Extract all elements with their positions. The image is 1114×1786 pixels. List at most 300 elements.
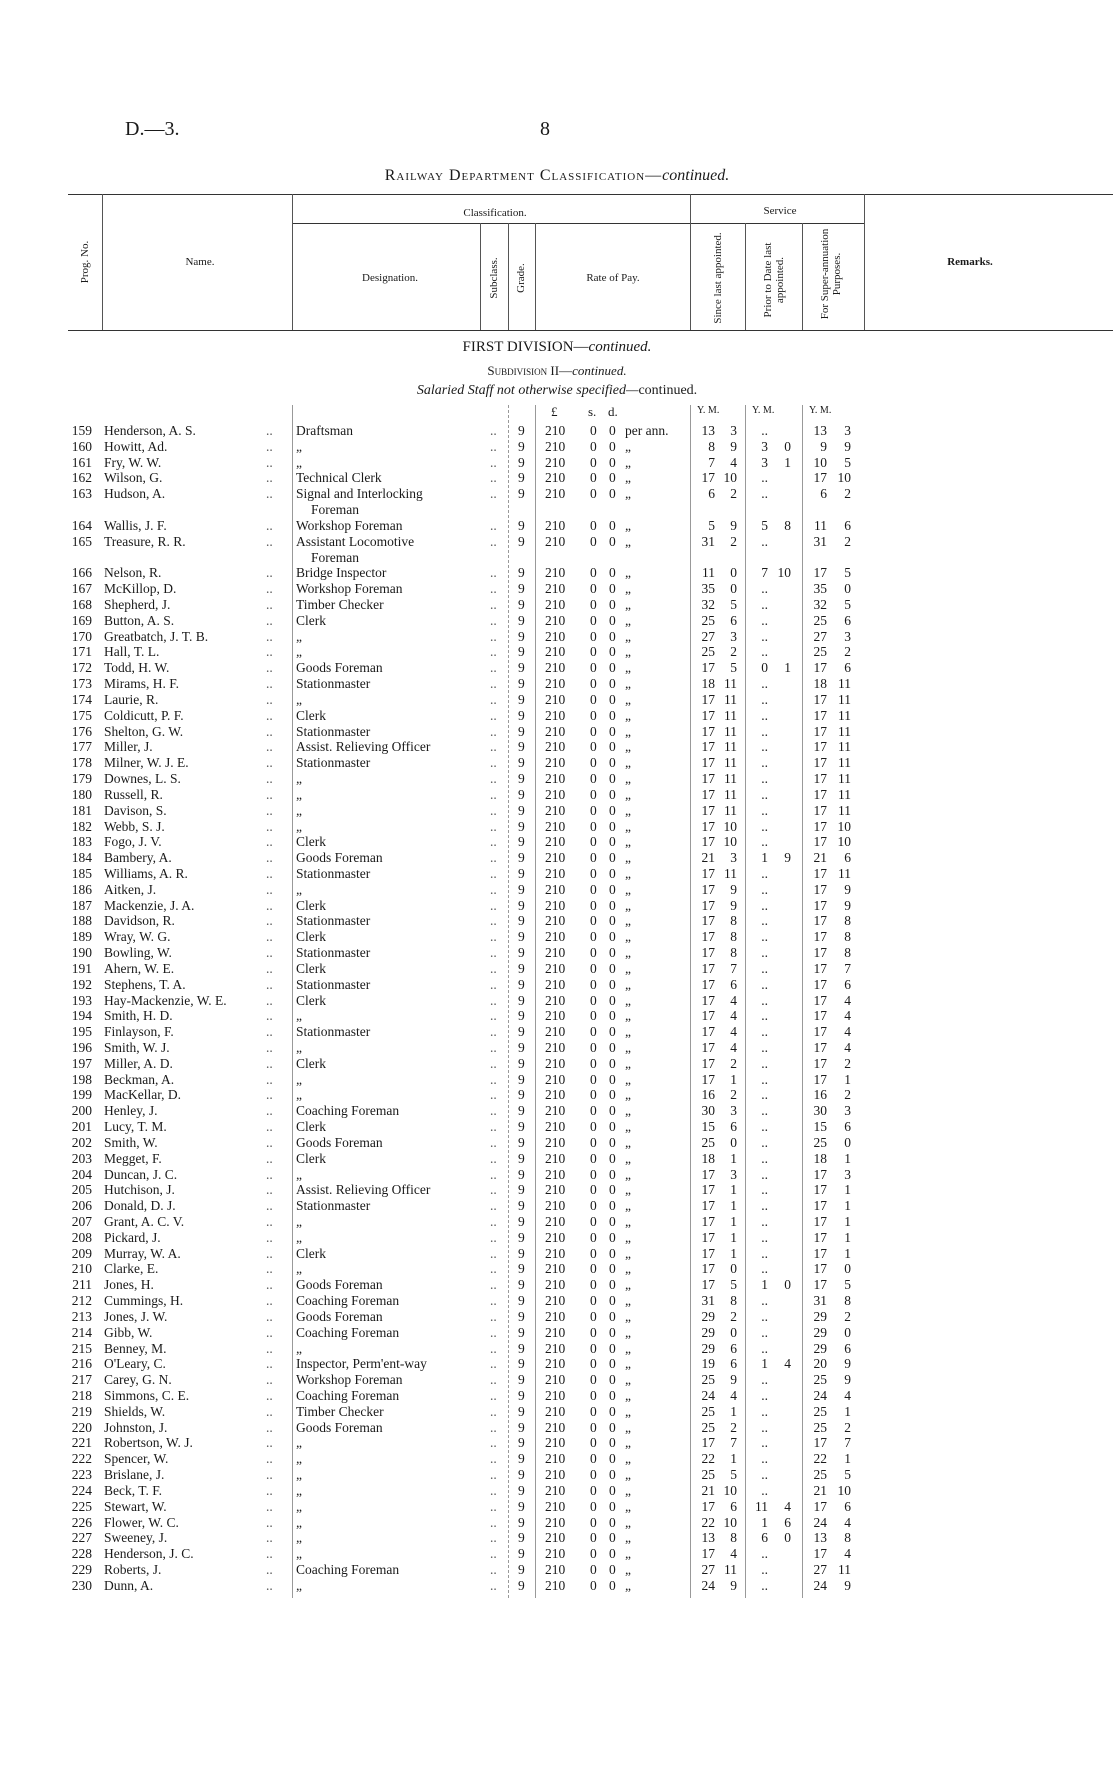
cell-grade: 9 (518, 707, 525, 723)
leader-dots: .. (266, 992, 273, 1008)
table-row (0, 1008, 1114, 1024)
cell-grade: 9 (518, 818, 525, 834)
cell-super-years: 17 (813, 707, 827, 723)
leader-dots: .. (266, 470, 273, 486)
cell-super-years: 17 (813, 786, 827, 802)
cell-grade: 9 (518, 628, 525, 644)
cell-prior-years: .. (761, 881, 768, 897)
cell-prog-no: 193 (71, 992, 92, 1008)
cell-super-years: 13 (813, 423, 827, 438)
header-divider (292, 194, 293, 330)
cell-designation: „ (296, 1514, 302, 1530)
cell-prior-years: .. (761, 945, 768, 961)
cell-name: Button, A. S. (104, 612, 175, 628)
cell-prior-years: .. (761, 612, 768, 628)
leader-dots: .. (490, 960, 497, 976)
leader-dots: .. (490, 1182, 497, 1198)
cell-prog-no: 200 (71, 1103, 92, 1119)
cell-super-years: 17 (813, 1055, 827, 1071)
cell-designation: Assist. Relieving Officer (296, 739, 431, 755)
cell-rate-period: „ (625, 612, 631, 628)
cell-prog-no: 161 (71, 454, 92, 470)
cell-since-years: 17 (701, 1435, 715, 1451)
cell-super-months: 9 (844, 438, 851, 454)
cell-name: Davidson, R. (104, 913, 175, 929)
cell-rate-shillings: 0 (590, 1482, 597, 1498)
leader-dots: .. (490, 929, 497, 945)
cell-designation: „ (296, 1039, 302, 1055)
cell-prior-years: .. (761, 1546, 768, 1562)
cell-rate-pence: 0 (609, 1277, 616, 1293)
table-row (0, 787, 1114, 803)
cell-super-years: 35 (813, 581, 827, 597)
cell-rate-pounds: 210 (545, 1324, 566, 1340)
cell-since-months: 10 (723, 470, 737, 486)
cell-name: Duncan, J. C. (104, 1166, 178, 1182)
cell-rate-pence: 0 (609, 438, 616, 454)
cell-grade: 9 (518, 1482, 525, 1498)
cell-grade: 9 (518, 1498, 525, 1514)
leader-dots: .. (490, 1293, 497, 1309)
cell-prior-years: .. (761, 929, 768, 945)
cell-name: Hudson, A. (104, 486, 166, 502)
cell-designation: „ (296, 438, 302, 454)
cell-designation: Stationmaster (296, 865, 371, 881)
cell-since-years: 17 (701, 865, 715, 881)
cell-rate-pounds: 210 (545, 1435, 566, 1451)
cell-since-years: 17 (701, 802, 715, 818)
cell-rate-shillings: 0 (590, 612, 597, 628)
cell-name: Bambery, A. (104, 850, 172, 866)
cell-rate-shillings: 0 (590, 929, 597, 945)
leader-dots: .. (266, 1340, 273, 1356)
cell-name: Jones, J. W. (104, 1308, 168, 1324)
cell-since-months: 1 (730, 1198, 737, 1214)
cell-since-months: 8 (730, 929, 737, 945)
cell-prog-no: 222 (71, 1451, 92, 1467)
cell-super-months: 11 (838, 723, 851, 739)
cell-grade: 9 (518, 597, 525, 613)
cell-grade: 9 (518, 1419, 525, 1435)
cell-since-months: 5 (730, 1467, 737, 1483)
table-row (0, 1420, 1114, 1436)
leader-dots: .. (490, 1229, 497, 1245)
leader-dots: .. (490, 1024, 497, 1040)
cell-rate-pence: 0 (609, 1419, 616, 1435)
cell-prior-years: 3 (761, 454, 768, 470)
cell-rate-shillings: 0 (590, 486, 597, 502)
cell-prior-years: .. (761, 1229, 768, 1245)
cell-rate-pounds: 210 (545, 1577, 566, 1593)
cell-rate-pence: 0 (609, 1403, 616, 1419)
cell-since-years: 13 (701, 1530, 715, 1546)
table-row (0, 819, 1114, 835)
cell-rate-shillings: 0 (590, 1261, 597, 1277)
cell-rate-pounds: 210 (545, 945, 566, 961)
cell-designation: Stationmaster (296, 976, 371, 992)
cell-super-years: 21 (813, 850, 827, 866)
cell-super-years: 17 (813, 1498, 827, 1514)
table-row (0, 1388, 1114, 1404)
cell-since-years: 24 (701, 1388, 715, 1404)
cell-since-years: 17 (701, 470, 715, 486)
cell-since-months: 9 (730, 881, 737, 897)
cell-prog-no: 225 (71, 1498, 92, 1514)
cell-name: Sweeney, J. (104, 1530, 168, 1546)
cell-name: Brislane, J. (104, 1467, 165, 1483)
cell-since-months: 2 (730, 486, 737, 502)
cell-grade: 9 (518, 897, 525, 913)
cell-rate-period: „ (625, 945, 631, 961)
cell-rate-shillings: 0 (590, 1514, 597, 1530)
cell-rate-period: „ (625, 865, 631, 881)
cell-prog-no: 198 (71, 1071, 92, 1087)
leader-dots: .. (266, 945, 273, 961)
cell-super-months: 2 (844, 486, 851, 502)
cell-grade: 9 (518, 786, 525, 802)
cell-rate-period: „ (625, 517, 631, 533)
cell-prior-years: 3 (761, 438, 768, 454)
cell-grade: 9 (518, 1277, 525, 1293)
cell-designation: „ (296, 691, 302, 707)
cell-prior-years: .. (761, 1166, 768, 1182)
cell-rate-pence: 0 (609, 881, 616, 897)
cell-super-months: 2 (844, 1055, 851, 1071)
cell-rate-period: „ (625, 597, 631, 613)
cell-rate-pence: 0 (609, 612, 616, 628)
table-row (0, 1341, 1114, 1357)
cell-rate-period: „ (625, 581, 631, 597)
cell-grade: 9 (518, 454, 525, 470)
cell-grade: 9 (518, 1562, 525, 1578)
cell-super-years: 29 (813, 1340, 827, 1356)
cell-rate-pence: 0 (609, 739, 616, 755)
staff-italic: Salaried Staff not otherwise specified— (416, 383, 639, 398)
leader-dots: .. (266, 533, 273, 549)
cell-rate-period: „ (625, 1008, 631, 1024)
table-row (0, 1056, 1114, 1072)
cell-designation: Workshop Foreman (296, 517, 403, 533)
leader-dots: .. (266, 1514, 273, 1530)
cell-designation: Inspector, Perm'ent-way (296, 1356, 427, 1372)
cell-prior-years: .. (761, 1087, 768, 1103)
cell-super-years: 24 (813, 1514, 827, 1530)
cell-name: Mackenzie, J. A. (104, 897, 195, 913)
cell-rate-shillings: 0 (590, 565, 597, 581)
cell-since-months: 11 (724, 707, 737, 723)
cell-since-years: 17 (701, 913, 715, 929)
cell-prior-years: .. (761, 1482, 768, 1498)
leader-dots: .. (266, 1293, 273, 1309)
table-row (0, 1562, 1114, 1578)
leader-dots: .. (266, 929, 273, 945)
cell-designation: Stationmaster (296, 755, 371, 771)
cell-since-months: 2 (730, 1419, 737, 1435)
cell-rate-period: „ (625, 739, 631, 755)
cell-super-years: 17 (813, 945, 827, 961)
cell-super-months: 6 (844, 850, 851, 866)
table-row (0, 1198, 1114, 1214)
cell-super-months: 4 (844, 1008, 851, 1024)
title-caps: Railway Department Classification— (384, 167, 663, 184)
cell-since-months: 2 (730, 1087, 737, 1103)
cell-grade: 9 (518, 1530, 525, 1546)
cell-rate-pence: 0 (609, 1514, 616, 1530)
cell-designation: Technical Clerk (296, 470, 382, 486)
leader-dots: .. (266, 565, 273, 581)
cell-rate-shillings: 0 (590, 660, 597, 676)
cell-rate-shillings: 0 (590, 1562, 597, 1578)
cell-rate-pence: 0 (609, 470, 616, 486)
cell-rate-pounds: 210 (545, 1261, 566, 1277)
cell-rate-pence: 0 (609, 802, 616, 818)
leader-dots: .. (266, 1261, 273, 1277)
cell-since-months: 11 (724, 755, 737, 771)
cell-super-months: 11 (838, 739, 851, 755)
unit-pound: £ (551, 404, 558, 419)
cell-name: Todd, H. W. (104, 660, 170, 676)
cell-rate-pence: 0 (609, 1324, 616, 1340)
cell-name: Gibb, W. (104, 1324, 153, 1340)
leader-dots: .. (266, 707, 273, 723)
cell-grade: 9 (518, 723, 525, 739)
table-row (0, 1325, 1114, 1341)
cell-rate-shillings: 0 (590, 881, 597, 897)
leader-dots: .. (266, 1103, 273, 1119)
cell-designation: Coaching Foreman (296, 1103, 400, 1119)
cell-rate-pounds: 210 (545, 1419, 566, 1435)
cell-since-months: 6 (730, 1119, 737, 1135)
cell-prog-no: 183 (71, 834, 92, 850)
cell-rate-pounds: 210 (545, 739, 566, 755)
cell-grade: 9 (518, 486, 525, 502)
cell-name: Jones, H. (104, 1277, 154, 1293)
cell-rate-pounds: 210 (545, 597, 566, 613)
cell-prior-years: .. (761, 1214, 768, 1229)
cell-prog-no: 215 (71, 1340, 92, 1356)
cell-designation: Stationmaster (296, 1198, 371, 1214)
cell-super-months: 10 (837, 1482, 851, 1498)
leader-dots: .. (490, 1403, 497, 1419)
cell-super-months: 1 (844, 1214, 851, 1229)
unit-years-months: Y. M. (752, 405, 775, 416)
cell-rate-pence: 0 (609, 1356, 616, 1372)
leader-dots: .. (490, 913, 497, 929)
cell-rate-pence: 0 (609, 628, 616, 644)
staff-heading (0, 383, 1114, 399)
cell-rate-pence: 0 (609, 1182, 616, 1198)
cell-prior-years: .. (761, 1419, 768, 1435)
cell-super-years: 17 (813, 691, 827, 707)
cell-name: Simmons, C. E. (104, 1388, 190, 1404)
cell-rate-period: „ (625, 755, 631, 771)
leader-dots: .. (266, 1039, 273, 1055)
cell-rate-pounds: 210 (545, 438, 566, 454)
cell-since-months: 2 (730, 1055, 737, 1071)
cell-rate-pounds: 210 (545, 1245, 566, 1261)
cell-rate-shillings: 0 (590, 1055, 597, 1071)
cell-name: Wilson, G. (104, 470, 163, 486)
cell-rate-pence: 0 (609, 976, 616, 992)
leader-dots: .. (490, 1514, 497, 1530)
cell-since-years: 19 (701, 1356, 715, 1372)
cell-prog-no: 212 (71, 1293, 92, 1309)
cell-rate-pounds: 210 (545, 1514, 566, 1530)
cell-super-months: 7 (844, 1435, 851, 1451)
cell-grade: 9 (518, 1388, 525, 1404)
leader-dots: .. (266, 1229, 273, 1245)
cell-rate-shillings: 0 (590, 865, 597, 881)
cell-grade: 9 (518, 1435, 525, 1451)
cell-rate-pounds: 210 (545, 976, 566, 992)
cell-grade: 9 (518, 612, 525, 628)
cell-rate-period: „ (625, 1403, 631, 1419)
table-row (0, 1182, 1114, 1198)
cell-prior-years: .. (761, 1055, 768, 1071)
cell-name: Henderson, J. C. (104, 1546, 194, 1562)
cell-super-years: 17 (813, 929, 827, 945)
cell-grade: 9 (518, 1229, 525, 1245)
cell-rate-pence: 0 (609, 1498, 616, 1514)
cell-designation: „ (296, 1546, 302, 1562)
cell-since-years: 17 (701, 992, 715, 1008)
cell-since-months: 4 (730, 1008, 737, 1024)
cell-rate-shillings: 0 (590, 581, 597, 597)
cell-prog-no: 182 (71, 818, 92, 834)
cell-super-years: 25 (813, 644, 827, 660)
cell-prior-years: .. (761, 960, 768, 976)
cell-grade: 9 (518, 976, 525, 992)
cell-rate-period: „ (625, 1182, 631, 1198)
cell-grade: 9 (518, 1356, 525, 1372)
cell-rate-period: „ (625, 1356, 631, 1372)
cell-super-years: 17 (813, 1024, 827, 1040)
cell-rate-period: „ (625, 1024, 631, 1040)
cell-since-months: 2 (730, 533, 737, 549)
division-text: FIRST DIVISION— (462, 339, 589, 355)
cell-name: Flower, W. C. (104, 1514, 179, 1530)
cell-rate-shillings: 0 (590, 1150, 597, 1166)
cell-grade: 9 (518, 1055, 525, 1071)
leader-dots: .. (266, 691, 273, 707)
cell-since-years: 17 (701, 945, 715, 961)
cell-since-months: 10 (723, 834, 737, 850)
header-divider (802, 223, 803, 330)
table-row (0, 834, 1114, 850)
leader-dots: .. (266, 723, 273, 739)
cell-prior-years: .. (761, 755, 768, 771)
leader-dots: .. (490, 438, 497, 454)
cell-rate-shillings: 0 (590, 802, 597, 818)
leader-dots: .. (490, 644, 497, 660)
cell-rate-period: „ (625, 1451, 631, 1467)
cell-super-months: 8 (844, 945, 851, 961)
cell-designation: Assist. Relieving Officer (296, 1182, 431, 1198)
cell-super-months: 6 (844, 1340, 851, 1356)
cell-grade: 9 (518, 913, 525, 929)
table-row (0, 755, 1114, 771)
cell-super-months: 9 (844, 897, 851, 913)
cell-grade: 9 (518, 755, 525, 771)
cell-since-years: 18 (701, 1150, 715, 1166)
table-row (0, 1230, 1114, 1246)
cell-designation: „ (296, 1214, 302, 1229)
table-row (0, 1246, 1114, 1262)
cell-prog-no: 170 (71, 628, 92, 644)
cell-prog-no: 214 (71, 1324, 92, 1340)
cell-designation: „ (296, 1087, 302, 1103)
leader-dots: .. (266, 1182, 273, 1198)
cell-prog-no: 176 (71, 723, 92, 739)
leader-dots: .. (490, 1467, 497, 1483)
leader-dots: .. (490, 1103, 497, 1119)
cell-name: Hall, T. L. (104, 644, 160, 660)
cell-super-months: 11 (838, 676, 851, 692)
table-row (0, 1546, 1114, 1562)
cell-name: Wray, W. G. (104, 929, 171, 945)
cell-designation: Timber Checker (296, 1403, 384, 1419)
cell-prior-years: .. (761, 865, 768, 881)
leader-dots: .. (266, 1482, 273, 1498)
cell-name: Milner, W. J. E. (104, 755, 189, 771)
cell-rate-shillings: 0 (590, 1356, 597, 1372)
header-divider (690, 194, 691, 330)
cell-name: Donald, D. J. (104, 1198, 176, 1214)
cell-rate-pence: 0 (609, 676, 616, 692)
cell-since-years: 17 (701, 786, 715, 802)
cell-super-years: 17 (813, 992, 827, 1008)
cell-name: Megget, F. (104, 1150, 162, 1166)
cell-name: Beckman, A. (104, 1071, 175, 1087)
cell-since-years: 18 (701, 676, 715, 692)
cell-rate-period: „ (625, 913, 631, 929)
cell-since-months: 3 (730, 1166, 737, 1182)
leader-dots: .. (266, 1372, 273, 1388)
cell-prior-years: 0 (761, 660, 768, 676)
cell-rate-shillings: 0 (590, 1546, 597, 1562)
cell-rate-shillings: 0 (590, 1119, 597, 1135)
cell-rate-period: „ (625, 1435, 631, 1451)
cell-since-months: 4 (730, 1039, 737, 1055)
cell-rate-shillings: 0 (590, 1198, 597, 1214)
leader-dots: .. (266, 1119, 273, 1135)
cell-since-months: 7 (730, 1435, 737, 1451)
cell-rate-pence: 0 (609, 723, 616, 739)
cell-super-months: 1 (844, 1198, 851, 1214)
cell-since-years: 29 (701, 1340, 715, 1356)
cell-rate-pounds: 210 (545, 1071, 566, 1087)
cell-rate-pounds: 210 (545, 723, 566, 739)
cell-rate-shillings: 0 (590, 739, 597, 755)
cell-grade: 9 (518, 581, 525, 597)
cell-super-years: 17 (813, 1166, 827, 1182)
cell-rate-shillings: 0 (590, 834, 597, 850)
cell-rate-shillings: 0 (590, 1388, 597, 1404)
leader-dots: .. (490, 834, 497, 850)
cell-grade: 9 (518, 992, 525, 1008)
cell-rate-pounds: 210 (545, 1388, 566, 1404)
cell-prog-no: 192 (71, 976, 92, 992)
table-row (0, 1483, 1114, 1499)
cell-rate-pence: 0 (609, 1293, 616, 1309)
leader-dots: .. (490, 1214, 497, 1229)
cell-rate-period: „ (625, 976, 631, 992)
cell-rate-pounds: 210 (545, 1498, 566, 1514)
leader-dots: .. (266, 1435, 273, 1451)
cell-rate-pence: 0 (609, 1546, 616, 1562)
cell-prior-years: .. (761, 1451, 768, 1467)
cell-name: Shelton, G. W. (104, 723, 184, 739)
